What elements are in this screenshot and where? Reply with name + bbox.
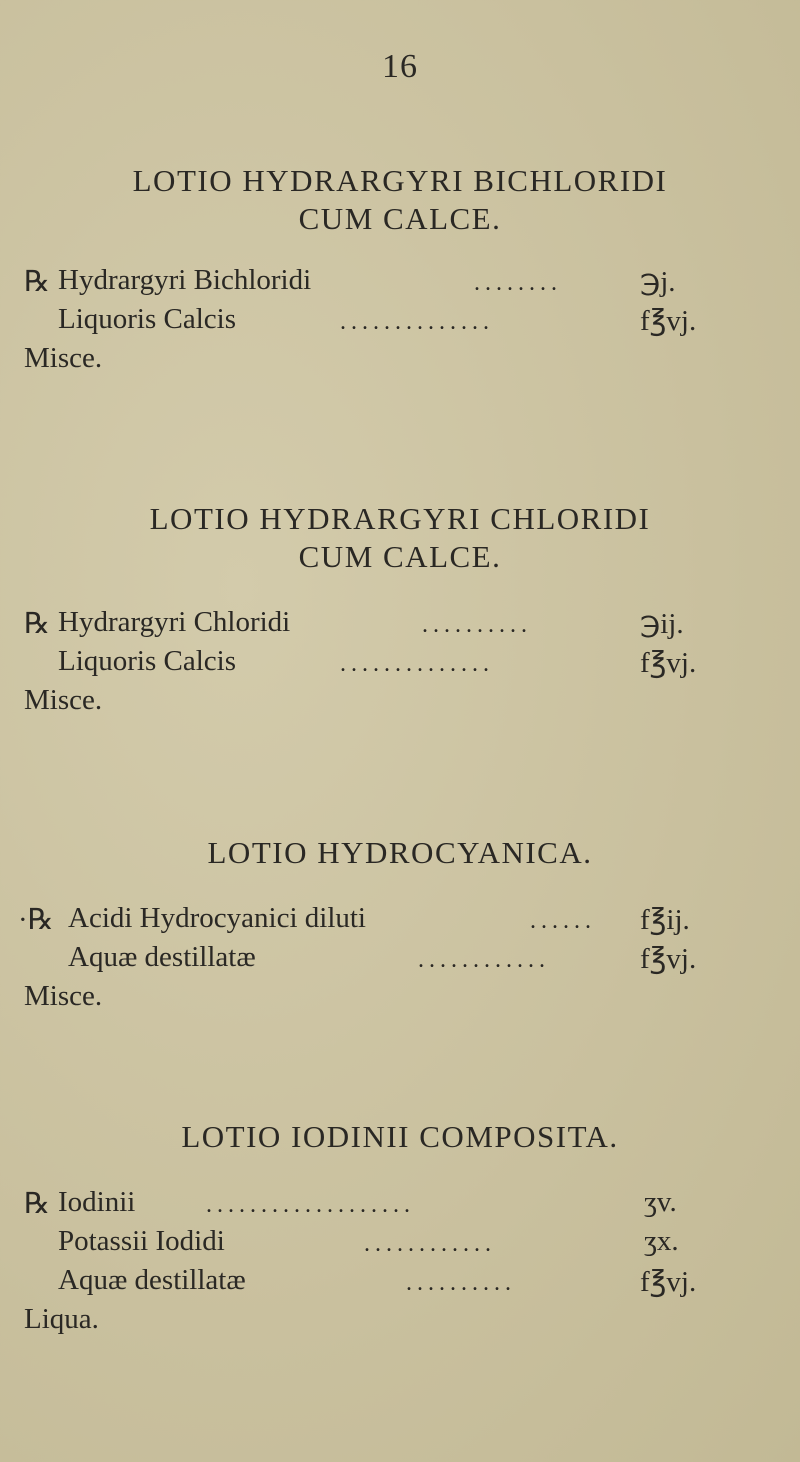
- ingredient-line: [0, 902, 800, 941]
- ingredient-name: Hydrargyri Bichloridi: [58, 264, 312, 296]
- recipe-symbol: ℞: [24, 608, 50, 640]
- ingredient-line: [0, 1264, 800, 1303]
- ingredient-list: [0, 902, 800, 980]
- leader-dots: ......: [530, 908, 596, 934]
- ingredient-list: [0, 264, 800, 342]
- ingredient-line: [0, 941, 800, 980]
- ingredient-line: [0, 1186, 800, 1225]
- ingredient-quantity: f℥ij.: [640, 904, 690, 936]
- section-lotio-hydrargyri-bichloridi: [0, 162, 800, 381]
- section-lotio-iodinii-composita: [0, 1118, 800, 1342]
- title-line-1: LOTIO HYDROCYANICA.: [207, 835, 593, 870]
- ingredient-name: Hydrargyri Chloridi: [58, 606, 291, 638]
- closing-instruction: Misce.: [24, 342, 103, 374]
- ingredient-quantity: f℥vj.: [640, 943, 697, 975]
- title-line-1: LOTIO HYDRARGYRI CHLORIDI: [149, 501, 651, 536]
- ingredient-quantity: ʒx.: [644, 1225, 679, 1257]
- leader-dots: ..........: [422, 612, 532, 638]
- ingredient-line: [0, 303, 800, 342]
- section-title: [0, 1118, 800, 1156]
- title-line-1: LOTIO IODINII COMPOSITA.: [181, 1119, 619, 1154]
- ingredient-name: Acidi Hydrocyanici diluti: [68, 902, 366, 934]
- ingredient-line: [0, 645, 800, 684]
- closing-instruction: Misce.: [24, 980, 103, 1012]
- section-title: [0, 834, 800, 872]
- ingredient-name: Aquæ destillatæ: [68, 941, 256, 973]
- ingredient-name: Iodinii: [58, 1186, 136, 1218]
- ingredient-name: Potassii Iodidi: [58, 1225, 225, 1257]
- title-line-2: CUM CALCE.: [298, 539, 502, 574]
- page-number: 16: [382, 48, 418, 85]
- ingredient-name: Aquæ destillatæ: [58, 1264, 246, 1296]
- ingredient-quantity: f℥vj.: [640, 1266, 697, 1298]
- ingredient-name: Liquoris Calcis: [58, 303, 237, 335]
- title-line-1: LOTIO HYDRARGYRI BICHLORIDI: [132, 163, 668, 198]
- section-lotio-hydrargyri-chloridi: [0, 500, 800, 723]
- leader-dots: ..............: [340, 651, 494, 677]
- ingredient-list: [0, 606, 800, 684]
- ingredient-list: [0, 1186, 800, 1303]
- ingredient-line: [0, 1225, 800, 1264]
- leader-dots: ...................: [206, 1192, 415, 1218]
- ingredient-quantity: ʒv.: [644, 1186, 677, 1218]
- leader-dots: ............: [418, 947, 550, 973]
- recipe-symbol: ·℞: [18, 904, 54, 936]
- closing-instruction: Liqua.: [24, 1303, 99, 1335]
- ingredient-quantity: f℥vj.: [640, 305, 697, 337]
- leader-dots: ..............: [340, 309, 494, 335]
- ingredient-quantity: f℥vj.: [640, 647, 697, 679]
- ingredient-quantity: ℈j.: [640, 266, 676, 298]
- ingredient-line: [0, 606, 800, 645]
- section-title: [0, 500, 800, 576]
- section-title: [0, 162, 800, 238]
- leader-dots: ..........: [406, 1270, 516, 1296]
- ingredient-quantity: ℈ij.: [640, 608, 684, 640]
- leader-dots: ........: [474, 270, 562, 296]
- ingredient-line: [0, 264, 800, 303]
- recipe-symbol: ℞: [24, 1188, 50, 1220]
- ingredient-name: Liquoris Calcis: [58, 645, 237, 677]
- closing-instruction: Misce.: [24, 684, 103, 716]
- title-line-2: CUM CALCE.: [298, 201, 502, 236]
- section-lotio-hydrocyanica: [0, 834, 800, 1019]
- recipe-symbol: ℞: [24, 266, 50, 298]
- leader-dots: ............: [364, 1231, 496, 1257]
